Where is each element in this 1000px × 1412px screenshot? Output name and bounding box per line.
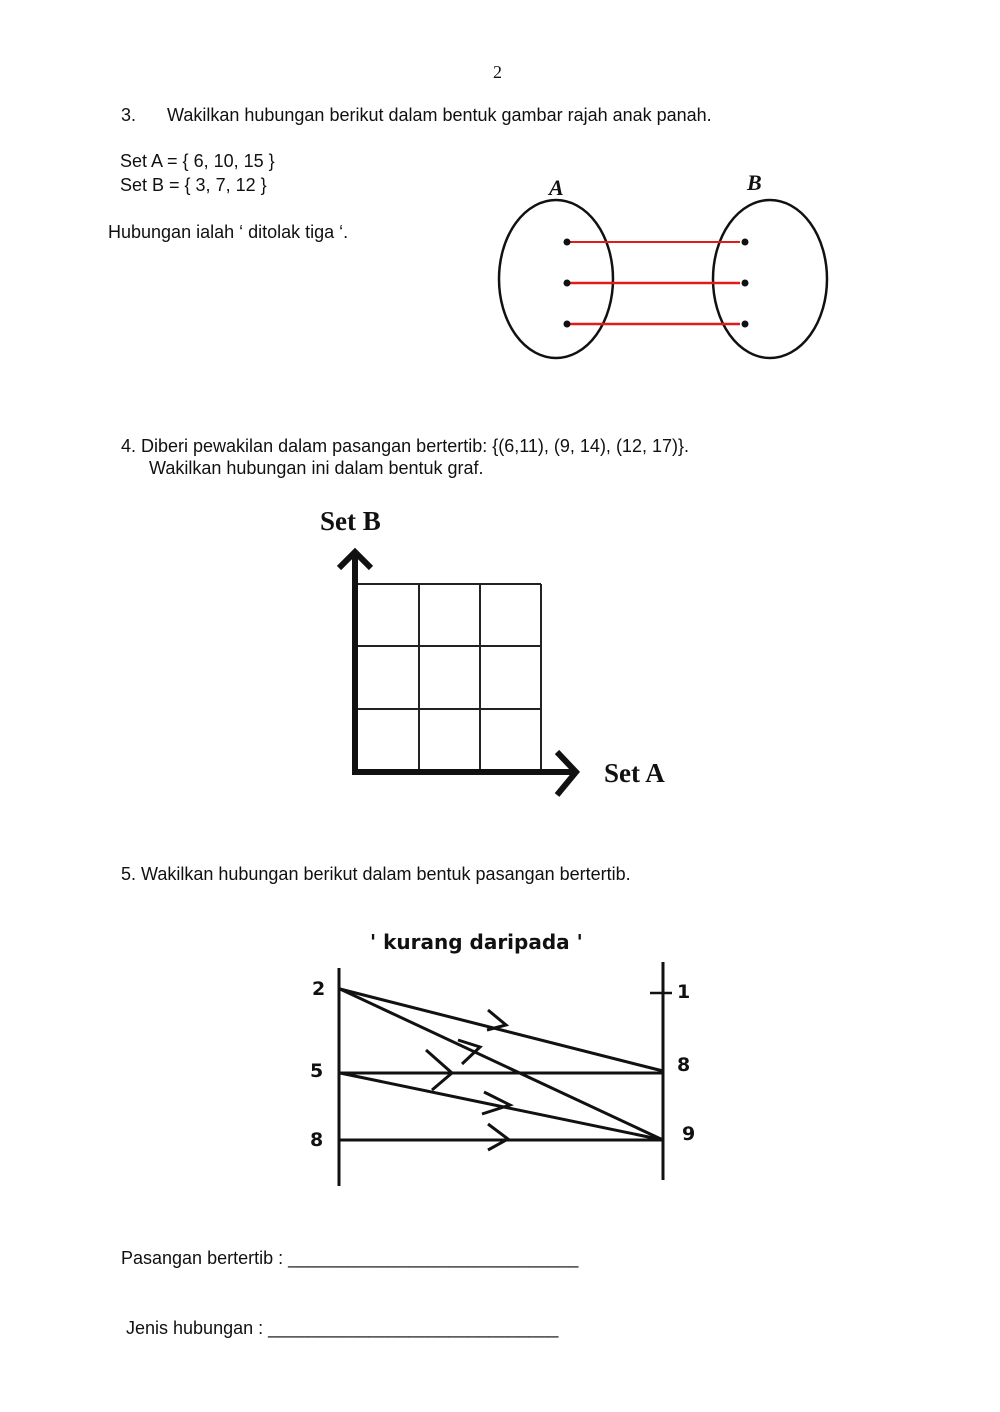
q3-instruction: Wakilkan hubungan berikut dalam bentuk gambar rajah anak panah. [167,105,712,125]
left-value: 2 [312,978,326,1000]
q3-number: 3. [121,105,137,125]
left-value: 8 [310,1129,324,1151]
q3-set-b: Set B = { 3, 7, 12 } [120,175,267,195]
q4-x-axis-label: Set A [604,758,665,788]
page-number: 2 [493,62,502,82]
right-value: 9 [682,1123,696,1145]
right-value: 8 [677,1054,691,1076]
right-value: 1 [677,981,691,1003]
relation-arrow [340,989,663,1140]
arrowhead [458,1040,480,1064]
q5-instruction: 5. Wakilkan hubungan berikut dalam bentuk pasangan bertertib. [121,864,631,884]
q3-relation: Hubungan ialah ‘ ditolak tiga ‘. [108,222,349,242]
left-value: 5 [310,1060,324,1082]
q3-label-b: B [747,170,762,195]
q4-line2: Wakilkan hubungan ini dalam bentuk graf. [149,458,484,478]
q3-label-a: A [549,175,564,200]
q5-relation-type-answer[interactable]: Jenis hubungan : _____________________________ [126,1318,559,1338]
q4-y-axis-label: Set B [320,506,381,536]
q5-ordered-pairs-answer[interactable]: Pasangan bertertib : _____________________________ [121,1248,579,1268]
arrowhead [488,1124,508,1150]
arrowhead [426,1050,452,1090]
q5-arrows [340,989,663,1150]
q5-diagram-title: ' kurang daripada ' [370,930,583,954]
q3-set-a: Set A = { 6, 10, 15 } [120,151,275,171]
q4-line1: 4. Diberi pewakilan dalam pasangan bertertib: {(6,11), (9, 14), (12, 17)}. [121,436,689,456]
relation-arrow [340,989,663,1071]
